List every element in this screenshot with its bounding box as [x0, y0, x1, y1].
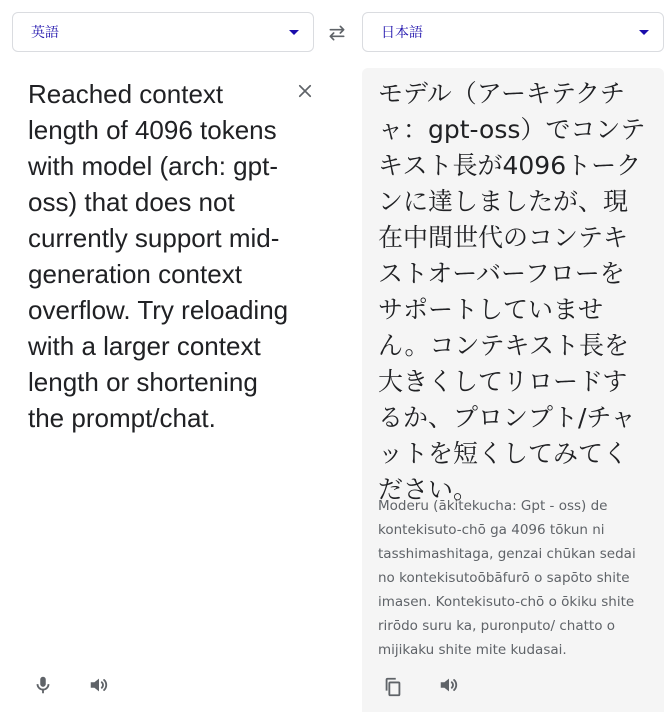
chevron-down-icon: [289, 30, 299, 35]
target-language-select[interactable]: [362, 12, 664, 52]
speaker-icon: [88, 674, 110, 696]
swap-arrows-icon: [327, 23, 347, 43]
close-icon: [296, 82, 314, 100]
copy-translation-button[interactable]: [380, 674, 406, 700]
source-language-select[interactable]: [12, 12, 314, 52]
copy-icon: [382, 676, 404, 698]
target-language-label: 日本語: [381, 25, 423, 41]
voice-input-button[interactable]: [30, 672, 56, 698]
translated-text: モデル（アーキテクチャ：gpt-oss）でコンテキスト長が4096トークンに達しましたが、現在中間世代のコンテキストオーバーフローをサポートしていません。コンテキスト長を大きくしてリロードするか、プロンプト/チャットを短くしてみてください。: [378, 79, 646, 504]
source-panel: [12, 68, 314, 712]
clear-source-button[interactable]: [294, 80, 316, 102]
source-text-input[interactable]: Reached context length of 4096 tokens with model (arch: gpt-oss) that does not currently support mid-generation context overflow. Try reloading with a larger context length or shortening the prompt/chat.: [28, 79, 289, 433]
listen-translation-button[interactable]: [436, 672, 462, 698]
romanization-text: Moderu (ākitekucha: Gpt - oss) de kontekisuto-chō ga 4096 tōkun ni tasshimashitaga, genzai chūkan sedai no kontekisutoōbāfurō o sapōto shite imasen. Kontekisuto-chō o ōkiku shite rirōdo suru ka, puronputo/ chatto o mijikaku shite mite kudasai.: [378, 498, 636, 658]
source-language-label: 英語: [31, 25, 59, 41]
swap-languages-button[interactable]: [324, 20, 350, 46]
chevron-down-icon: [639, 30, 649, 35]
speaker-icon: [438, 674, 460, 696]
listen-source-button[interactable]: [86, 672, 112, 698]
target-panel: [362, 68, 664, 712]
microphone-icon: [32, 674, 54, 696]
